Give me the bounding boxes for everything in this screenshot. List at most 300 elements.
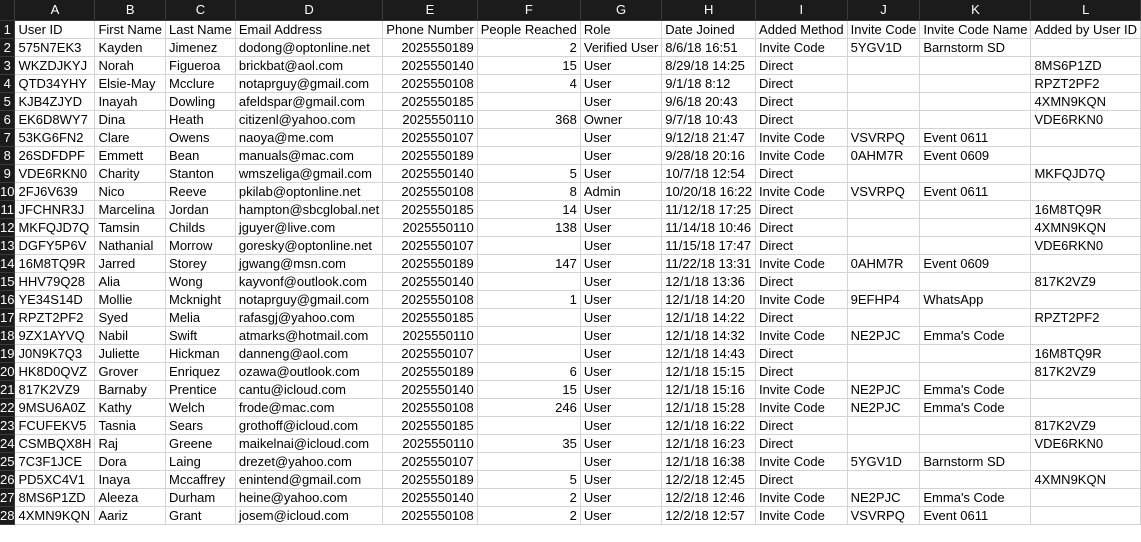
table-cell[interactable]: 5YGV1D: [847, 452, 920, 470]
table-cell[interactable]: hampton@sbcglobal.net: [235, 200, 382, 218]
select-all-corner[interactable]: [0, 0, 15, 20]
table-cell[interactable]: Storey: [166, 254, 236, 272]
table-cell[interactable]: User: [580, 164, 661, 182]
table-cell[interactable]: Laing: [166, 452, 236, 470]
header-cell[interactable]: Last Name: [166, 20, 236, 38]
table-cell[interactable]: [477, 272, 580, 290]
table-cell[interactable]: Childs: [166, 218, 236, 236]
table-cell[interactable]: User: [580, 200, 661, 218]
table-cell[interactable]: User: [580, 128, 661, 146]
table-cell[interactable]: [920, 434, 1031, 452]
table-cell[interactable]: Direct: [756, 110, 848, 128]
table-cell[interactable]: danneng@aol.com: [235, 344, 382, 362]
table-cell[interactable]: 12/1/18 15:28: [662, 398, 756, 416]
table-cell[interactable]: 9/28/18 20:16: [662, 146, 756, 164]
table-cell[interactable]: 2025550107: [383, 452, 477, 470]
table-cell[interactable]: Direct: [756, 470, 848, 488]
table-cell[interactable]: 8MS6P1ZD: [15, 488, 95, 506]
table-cell[interactable]: Invite Code: [756, 452, 848, 470]
column-header[interactable]: K: [920, 0, 1031, 20]
table-cell[interactable]: citizenl@yahoo.com: [235, 110, 382, 128]
table-cell[interactable]: Dina: [95, 110, 166, 128]
table-cell[interactable]: WhatsApp: [920, 290, 1031, 308]
table-cell[interactable]: 9/1/18 8:12: [662, 74, 756, 92]
table-cell[interactable]: NE2PJC: [847, 488, 920, 506]
table-cell[interactable]: 7C3F1JCE: [15, 452, 95, 470]
table-cell[interactable]: HHV79Q28: [15, 272, 95, 290]
table-cell[interactable]: Nathanial: [95, 236, 166, 254]
table-cell[interactable]: [920, 470, 1031, 488]
table-cell[interactable]: heine@yahoo.com: [235, 488, 382, 506]
table-cell[interactable]: 11/15/18 17:47: [662, 236, 756, 254]
table-cell[interactable]: Jordan: [166, 200, 236, 218]
table-cell[interactable]: Elsie-May: [95, 74, 166, 92]
table-cell[interactable]: Direct: [756, 56, 848, 74]
table-cell[interactable]: brickbat@aol.com: [235, 56, 382, 74]
table-cell[interactable]: Barnstorm SD: [920, 38, 1031, 56]
table-cell[interactable]: 817K2VZ9: [1031, 362, 1141, 380]
table-cell[interactable]: Admin: [580, 182, 661, 200]
row-header[interactable]: 15: [0, 273, 15, 289]
table-cell[interactable]: User: [580, 344, 661, 362]
table-cell[interactable]: Wong: [166, 272, 236, 290]
header-cell[interactable]: Invite Code Name: [920, 20, 1031, 38]
table-cell[interactable]: 2025550189: [383, 38, 477, 56]
column-header[interactable]: F: [477, 0, 580, 20]
row-header[interactable]: 12: [0, 219, 15, 235]
table-cell[interactable]: 16M8TQ9R: [15, 254, 95, 272]
table-cell[interactable]: Bean: [166, 146, 236, 164]
table-cell[interactable]: Kathy: [95, 398, 166, 416]
table-cell[interactable]: Norah: [95, 56, 166, 74]
table-cell[interactable]: 12/1/18 15:16: [662, 380, 756, 398]
table-cell[interactable]: 12/1/18 14:22: [662, 308, 756, 326]
table-cell[interactable]: User: [580, 362, 661, 380]
table-cell[interactable]: naoya@me.com: [235, 128, 382, 146]
table-cell[interactable]: 16M8TQ9R: [1031, 200, 1141, 218]
table-cell[interactable]: 2025550185: [383, 92, 477, 110]
table-cell[interactable]: [1031, 128, 1141, 146]
table-cell[interactable]: 4: [477, 74, 580, 92]
table-cell[interactable]: User: [580, 416, 661, 434]
table-cell[interactable]: J0N9K7Q3: [15, 344, 95, 362]
table-cell[interactable]: jguyer@live.com: [235, 218, 382, 236]
table-cell[interactable]: 15: [477, 380, 580, 398]
table-cell[interactable]: [920, 236, 1031, 254]
row-header[interactable]: 20: [0, 363, 15, 379]
table-cell[interactable]: [477, 236, 580, 254]
table-cell[interactable]: Invite Code: [756, 38, 848, 56]
table-cell[interactable]: Heath: [166, 110, 236, 128]
table-cell[interactable]: [847, 272, 920, 290]
table-cell[interactable]: 8/6/18 16:51: [662, 38, 756, 56]
table-cell[interactable]: Invite Code: [756, 290, 848, 308]
table-cell[interactable]: EK6D8WY7: [15, 110, 95, 128]
table-cell[interactable]: Morrow: [166, 236, 236, 254]
table-cell[interactable]: User: [580, 92, 661, 110]
table-cell[interactable]: 2025550110: [383, 110, 477, 128]
table-cell[interactable]: 2025550108: [383, 182, 477, 200]
table-cell[interactable]: [847, 434, 920, 452]
table-cell[interactable]: 11/14/18 10:46: [662, 218, 756, 236]
table-cell[interactable]: User: [580, 74, 661, 92]
row-header[interactable]: 11: [0, 201, 14, 217]
table-cell[interactable]: 2025550185: [383, 200, 477, 218]
table-cell[interactable]: [1031, 38, 1141, 56]
table-cell[interactable]: 2025550185: [383, 308, 477, 326]
table-cell[interactable]: Sears: [166, 416, 236, 434]
table-cell[interactable]: Direct: [756, 236, 848, 254]
table-cell[interactable]: 12/1/18 14:43: [662, 344, 756, 362]
table-cell[interactable]: drezet@yahoo.com: [235, 452, 382, 470]
table-cell[interactable]: 2025550189: [383, 254, 477, 272]
table-cell[interactable]: User: [580, 218, 661, 236]
table-cell[interactable]: 53KG6FN2: [15, 128, 95, 146]
table-cell[interactable]: 15: [477, 56, 580, 74]
table-cell[interactable]: [920, 362, 1031, 380]
table-cell[interactable]: 2025550189: [383, 470, 477, 488]
row-header[interactable]: 22: [0, 399, 15, 415]
table-cell[interactable]: 26SDFDPF: [15, 146, 95, 164]
row-header[interactable]: 17: [0, 309, 15, 325]
row-header[interactable]: 1: [0, 20, 15, 38]
table-cell[interactable]: 12/1/18 14:32: [662, 326, 756, 344]
table-cell[interactable]: Hickman: [166, 344, 236, 362]
table-cell[interactable]: grothoff@icloud.com: [235, 416, 382, 434]
table-cell[interactable]: [920, 56, 1031, 74]
table-cell[interactable]: VSVRPQ: [847, 182, 920, 200]
table-cell[interactable]: User: [580, 236, 661, 254]
table-cell[interactable]: 12/2/18 12:45: [662, 470, 756, 488]
table-cell[interactable]: Clare: [95, 128, 166, 146]
table-cell[interactable]: VSVRPQ: [847, 128, 920, 146]
table-cell[interactable]: dodong@optonline.net: [235, 38, 382, 56]
table-cell[interactable]: 2025550107: [383, 344, 477, 362]
table-cell[interactable]: RPZT2PF2: [1031, 308, 1141, 326]
table-cell[interactable]: 9/6/18 20:43: [662, 92, 756, 110]
column-header[interactable]: H: [662, 0, 756, 20]
table-cell[interactable]: [847, 344, 920, 362]
table-cell[interactable]: Invite Code: [756, 506, 848, 524]
table-cell[interactable]: 16M8TQ9R: [1031, 344, 1141, 362]
table-cell[interactable]: Direct: [756, 362, 848, 380]
table-cell[interactable]: Jimenez: [166, 38, 236, 56]
table-cell[interactable]: 12/1/18 16:38: [662, 452, 756, 470]
table-cell[interactable]: Durham: [166, 488, 236, 506]
table-cell[interactable]: 8MS6P1ZD: [1031, 56, 1141, 74]
table-cell[interactable]: Juliette: [95, 344, 166, 362]
table-cell[interactable]: User: [580, 326, 661, 344]
table-cell[interactable]: 147: [477, 254, 580, 272]
column-header[interactable]: D: [235, 0, 382, 20]
table-cell[interactable]: cantu@icloud.com: [235, 380, 382, 398]
table-cell[interactable]: Dowling: [166, 92, 236, 110]
row-header[interactable]: 6: [0, 110, 15, 128]
table-cell[interactable]: [847, 236, 920, 254]
header-cell[interactable]: First Name: [95, 20, 166, 38]
sheet-body[interactable]: [0, 20, 1141, 524]
header-cell[interactable]: People Reached: [477, 20, 580, 38]
table-cell[interactable]: [847, 470, 920, 488]
table-cell[interactable]: Charity: [95, 164, 166, 182]
table-cell[interactable]: [1031, 506, 1141, 524]
table-cell[interactable]: Prentice: [166, 380, 236, 398]
row-header[interactable]: 24: [0, 435, 15, 451]
table-cell[interactable]: Direct: [756, 92, 848, 110]
table-cell[interactable]: enintend@gmail.com: [235, 470, 382, 488]
table-cell[interactable]: 11/12/18 17:25: [662, 200, 756, 218]
table-cell[interactable]: [920, 272, 1031, 290]
table-cell[interactable]: RPZT2PF2: [1031, 74, 1141, 92]
table-cell[interactable]: 2025550140: [383, 488, 477, 506]
header-cell[interactable]: Email Address: [235, 20, 382, 38]
column-header[interactable]: E: [383, 0, 477, 20]
table-cell[interactable]: KJB4ZJYD: [15, 92, 95, 110]
table-cell[interactable]: Direct: [756, 74, 848, 92]
table-cell[interactable]: Dora: [95, 452, 166, 470]
row-header[interactable]: 14: [0, 255, 15, 271]
table-cell[interactable]: User: [580, 56, 661, 74]
header-cell[interactable]: Added Method: [756, 20, 848, 38]
table-cell[interactable]: Mollie: [95, 290, 166, 308]
table-cell[interactable]: 2025550110: [383, 326, 477, 344]
table-cell[interactable]: [920, 74, 1031, 92]
table-cell[interactable]: 12/1/18 14:20: [662, 290, 756, 308]
table-cell[interactable]: Swift: [166, 326, 236, 344]
row-header[interactable]: 21: [0, 381, 15, 397]
table-cell[interactable]: 575N7EK3: [15, 38, 95, 56]
table-cell[interactable]: Figueroa: [166, 56, 236, 74]
table-cell[interactable]: Direct: [756, 416, 848, 434]
table-cell[interactable]: Emma's Code: [920, 398, 1031, 416]
table-cell[interactable]: Aleeza: [95, 488, 166, 506]
column-header[interactable]: A: [15, 0, 95, 20]
row-header[interactable]: 26: [0, 471, 15, 487]
column-header[interactable]: J: [847, 0, 920, 20]
table-cell[interactable]: 2025550108: [383, 506, 477, 524]
table-cell[interactable]: [847, 308, 920, 326]
table-cell[interactable]: Tamsin: [95, 218, 166, 236]
table-cell[interactable]: 2025550107: [383, 236, 477, 254]
table-cell[interactable]: Stanton: [166, 164, 236, 182]
table-cell[interactable]: Mcclure: [166, 74, 236, 92]
table-cell[interactable]: 2025550110: [383, 434, 477, 452]
row-header[interactable]: 5: [0, 92, 15, 110]
table-cell[interactable]: Direct: [756, 308, 848, 326]
table-cell[interactable]: 2: [477, 38, 580, 56]
table-cell[interactable]: Event 0611: [920, 506, 1031, 524]
table-cell[interactable]: 12/2/18 12:57: [662, 506, 756, 524]
table-cell[interactable]: goresky@optonline.net: [235, 236, 382, 254]
table-cell[interactable]: User: [580, 506, 661, 524]
table-cell[interactable]: maikelnai@icloud.com: [235, 434, 382, 452]
column-header[interactable]: G: [580, 0, 661, 20]
table-cell[interactable]: NE2PJC: [847, 380, 920, 398]
table-cell[interactable]: wmszeliga@gmail.com: [235, 164, 382, 182]
table-cell[interactable]: rafasgj@yahoo.com: [235, 308, 382, 326]
table-cell[interactable]: Barnaby: [95, 380, 166, 398]
header-cell[interactable]: Date Joined: [662, 20, 756, 38]
table-cell[interactable]: josem@icloud.com: [235, 506, 382, 524]
table-cell[interactable]: [477, 308, 580, 326]
table-cell[interactable]: Event 0609: [920, 146, 1031, 164]
table-cell[interactable]: [847, 164, 920, 182]
table-cell[interactable]: 4XMN9KQN: [1031, 92, 1141, 110]
table-cell[interactable]: Event 0611: [920, 182, 1031, 200]
table-cell[interactable]: VDE6RKN0: [1031, 236, 1141, 254]
table-cell[interactable]: Nico: [95, 182, 166, 200]
table-cell[interactable]: [920, 164, 1031, 182]
row-header[interactable]: 25: [0, 453, 15, 469]
table-cell[interactable]: MKFQJD7Q: [1031, 164, 1141, 182]
table-cell[interactable]: [920, 200, 1031, 218]
table-cell[interactable]: VDE6RKN0: [1031, 110, 1141, 128]
table-cell[interactable]: 5: [477, 164, 580, 182]
table-cell[interactable]: User: [580, 380, 661, 398]
table-cell[interactable]: User: [580, 488, 661, 506]
row-header[interactable]: 10: [0, 183, 15, 199]
table-cell[interactable]: Alia: [95, 272, 166, 290]
table-cell[interactable]: 12/1/18 15:15: [662, 362, 756, 380]
table-cell[interactable]: 10/20/18 16:22: [662, 182, 756, 200]
table-cell[interactable]: DGFY5P6V: [15, 236, 95, 254]
table-cell[interactable]: VSVRPQ: [847, 506, 920, 524]
table-cell[interactable]: Event 0611: [920, 128, 1031, 146]
table-cell[interactable]: [847, 218, 920, 236]
table-cell[interactable]: 2025550189: [383, 146, 477, 164]
table-cell[interactable]: Welch: [166, 398, 236, 416]
table-cell[interactable]: Emma's Code: [920, 488, 1031, 506]
table-cell[interactable]: [477, 416, 580, 434]
table-cell[interactable]: [477, 128, 580, 146]
table-cell[interactable]: [847, 92, 920, 110]
table-cell[interactable]: MKFQJD7Q: [15, 218, 95, 236]
table-cell[interactable]: Emma's Code: [920, 380, 1031, 398]
table-cell[interactable]: 2FJ6V639: [15, 182, 95, 200]
table-cell[interactable]: [920, 344, 1031, 362]
column-header[interactable]: C: [166, 0, 236, 20]
table-cell[interactable]: frode@mac.com: [235, 398, 382, 416]
table-cell[interactable]: 8/29/18 14:25: [662, 56, 756, 74]
table-cell[interactable]: 0AHM7R: [847, 146, 920, 164]
table-cell[interactable]: [477, 452, 580, 470]
table-cell[interactable]: Syed: [95, 308, 166, 326]
table-cell[interactable]: Direct: [756, 272, 848, 290]
table-cell[interactable]: 2025550185: [383, 416, 477, 434]
row-header[interactable]: 2: [0, 38, 15, 56]
row-header[interactable]: 16: [0, 291, 15, 307]
table-cell[interactable]: 5: [477, 470, 580, 488]
row-header[interactable]: 23: [0, 417, 15, 433]
table-cell[interactable]: ozawa@outlook.com: [235, 362, 382, 380]
table-cell[interactable]: [847, 110, 920, 128]
table-cell[interactable]: Emmett: [95, 146, 166, 164]
header-cell[interactable]: Phone Number: [383, 20, 477, 38]
header-cell[interactable]: User ID: [15, 20, 95, 38]
row-header[interactable]: 9: [0, 164, 15, 182]
table-cell[interactable]: Invite Code: [756, 182, 848, 200]
table-cell[interactable]: Invite Code: [756, 398, 848, 416]
table-cell[interactable]: 2: [477, 506, 580, 524]
table-cell[interactable]: 0AHM7R: [847, 254, 920, 272]
table-cell[interactable]: User: [580, 308, 661, 326]
header-cell[interactable]: Added by User ID: [1031, 20, 1141, 38]
table-cell[interactable]: Melia: [166, 308, 236, 326]
table-cell[interactable]: User: [580, 272, 661, 290]
table-cell[interactable]: 2025550140: [383, 272, 477, 290]
table-cell[interactable]: 2025550140: [383, 164, 477, 182]
table-cell[interactable]: User: [580, 434, 661, 452]
row-header[interactable]: 4: [0, 74, 15, 92]
table-cell[interactable]: 2025550107: [383, 128, 477, 146]
table-cell[interactable]: Direct: [756, 434, 848, 452]
table-cell[interactable]: manuals@mac.com: [235, 146, 382, 164]
table-cell[interactable]: [920, 110, 1031, 128]
row-header[interactable]: 3: [0, 56, 15, 74]
table-cell[interactable]: 246: [477, 398, 580, 416]
table-cell[interactable]: Direct: [756, 344, 848, 362]
table-cell[interactable]: 12/2/18 12:46: [662, 488, 756, 506]
table-cell[interactable]: Reeve: [166, 182, 236, 200]
table-cell[interactable]: Raj: [95, 434, 166, 452]
table-cell[interactable]: Grover: [95, 362, 166, 380]
table-cell[interactable]: CSMBQX8H: [15, 434, 95, 452]
row-header[interactable]: 7: [0, 128, 15, 146]
column-header[interactable]: L: [1031, 0, 1141, 20]
table-cell[interactable]: YE34S14D: [15, 290, 95, 308]
table-cell[interactable]: [1031, 398, 1141, 416]
table-cell[interactable]: 14: [477, 200, 580, 218]
table-cell[interactable]: 9/12/18 21:47: [662, 128, 756, 146]
table-cell[interactable]: 9/7/18 10:43: [662, 110, 756, 128]
table-cell[interactable]: [1031, 182, 1141, 200]
table-cell[interactable]: 2025550140: [383, 380, 477, 398]
table-cell[interactable]: [1031, 146, 1141, 164]
table-cell[interactable]: Invite Code: [756, 254, 848, 272]
table-cell[interactable]: [920, 92, 1031, 110]
table-cell[interactable]: 2025550140: [383, 56, 477, 74]
table-cell[interactable]: RPZT2PF2: [15, 308, 95, 326]
table-cell[interactable]: kayvonf@outlook.com: [235, 272, 382, 290]
table-cell[interactable]: Event 0609: [920, 254, 1031, 272]
table-cell[interactable]: 1: [477, 290, 580, 308]
table-cell[interactable]: notaprguy@gmail.com: [235, 74, 382, 92]
table-cell[interactable]: afeldspar@gmail.com: [235, 92, 382, 110]
row-header[interactable]: 28: [0, 507, 15, 523]
table-cell[interactable]: 9EFHP4: [847, 290, 920, 308]
table-cell[interactable]: Direct: [756, 164, 848, 182]
table-cell[interactable]: [477, 326, 580, 344]
table-cell[interactable]: User: [580, 290, 661, 308]
header-cell[interactable]: Invite Code: [847, 20, 920, 38]
table-cell[interactable]: User: [580, 254, 661, 272]
row-header[interactable]: 18: [0, 327, 15, 343]
table-cell[interactable]: Invite Code: [756, 146, 848, 164]
table-cell[interactable]: 2025550108: [383, 290, 477, 308]
column-header[interactable]: B: [95, 0, 166, 20]
table-cell[interactable]: 10/7/18 12:54: [662, 164, 756, 182]
table-cell[interactable]: notaprguy@gmail.com: [235, 290, 382, 308]
table-cell[interactable]: QTD34YHY: [15, 74, 95, 92]
table-cell[interactable]: 817K2VZ9: [1031, 272, 1141, 290]
table-cell[interactable]: Direct: [756, 218, 848, 236]
table-cell[interactable]: User: [580, 470, 661, 488]
table-cell[interactable]: 817K2VZ9: [15, 380, 95, 398]
table-cell[interactable]: [847, 416, 920, 434]
table-cell[interactable]: Aariz: [95, 506, 166, 524]
row-header[interactable]: 27: [0, 489, 15, 505]
table-cell[interactable]: Jarred: [95, 254, 166, 272]
